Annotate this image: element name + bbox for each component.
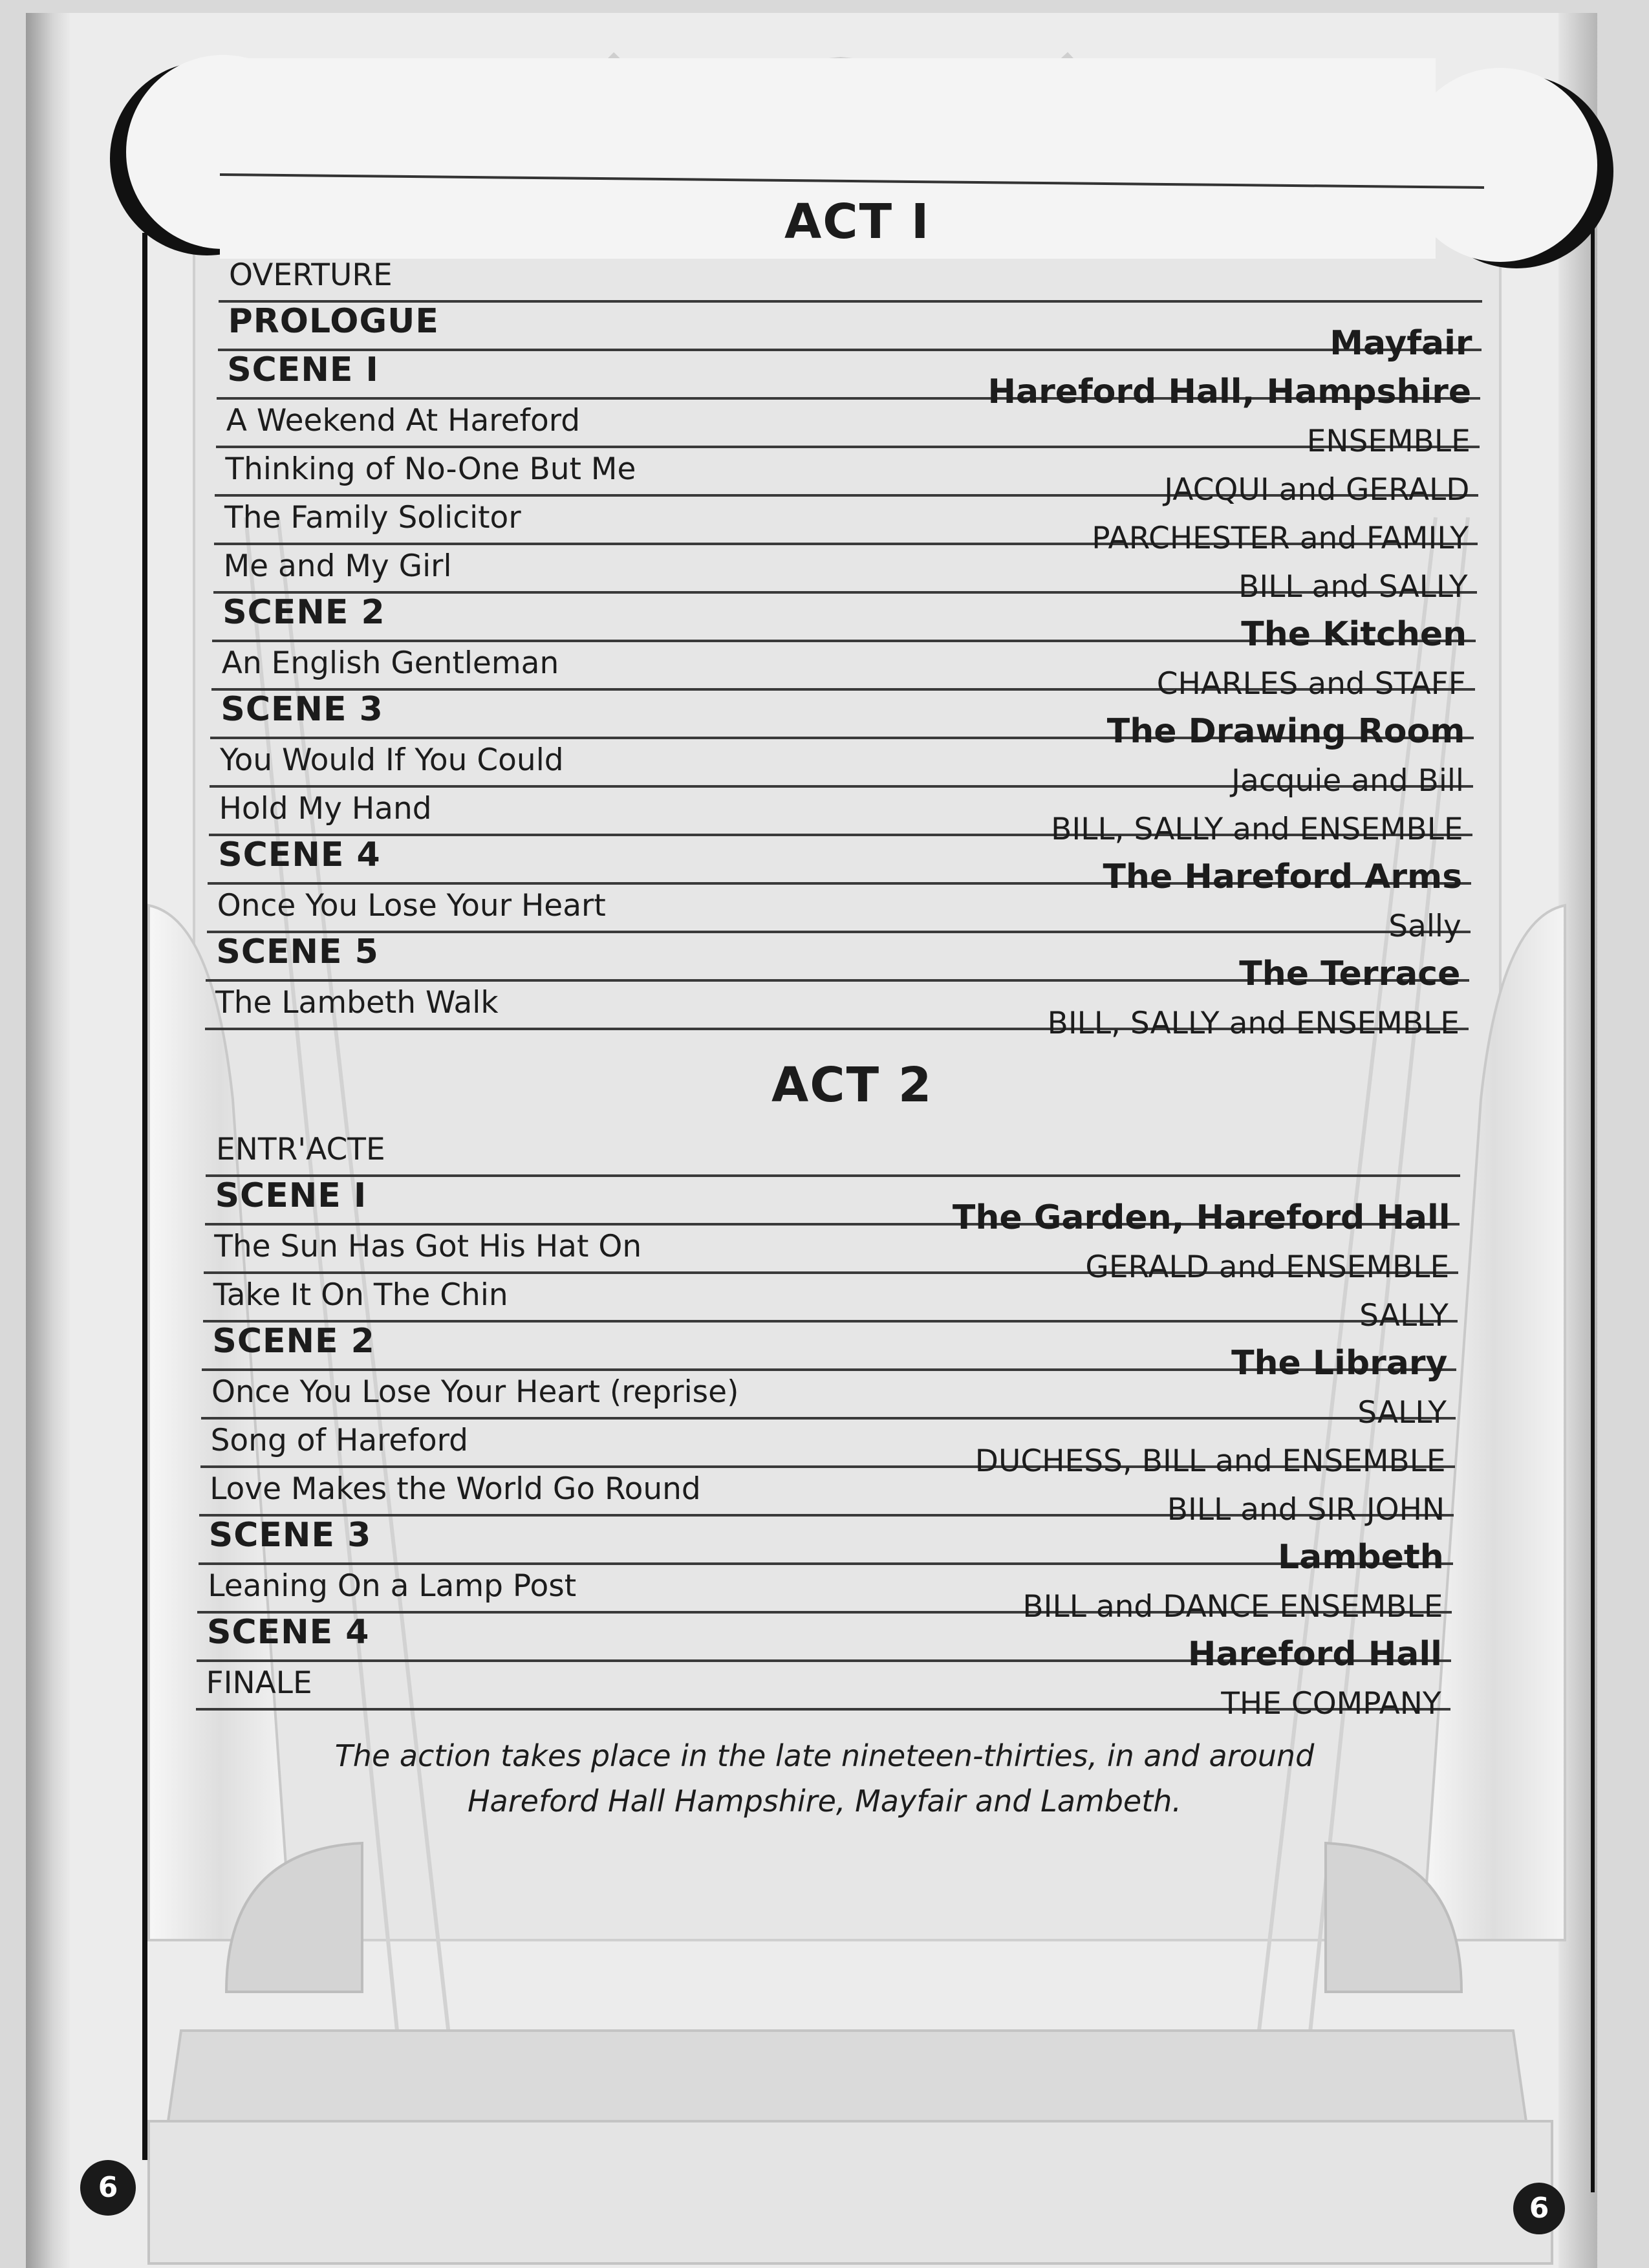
performers: BILL and DANCE ENSEMBLE bbox=[1022, 1589, 1443, 1625]
border-line-left bbox=[142, 233, 147, 2160]
song-row bbox=[206, 1127, 1460, 1177]
scene-location: The Library bbox=[1231, 1344, 1448, 1383]
song-title: OVERTURE bbox=[229, 257, 393, 293]
scene-label: PROLOGUE bbox=[228, 302, 439, 341]
scene-row bbox=[202, 1321, 1456, 1383]
performers: Sally bbox=[1388, 909, 1461, 944]
song-row bbox=[214, 495, 1478, 556]
song-title: The Sun Has Got His Hat On bbox=[214, 1229, 642, 1264]
scene-row bbox=[212, 592, 1476, 654]
scene-location: Hareford Hall, Hampshire bbox=[987, 373, 1472, 411]
song-row bbox=[203, 1272, 1458, 1334]
footnote-line-2: Hareford Hall Hampshire, Mayfair and Lambeth. bbox=[467, 1784, 1182, 1819]
song-title: Thinking of No-One But Me bbox=[225, 451, 636, 487]
song-row bbox=[207, 883, 1471, 944]
scene-label: SCENE 2 bbox=[212, 1322, 375, 1361]
scene-label: SCENE 4 bbox=[207, 1613, 370, 1652]
song-title: ENTR'ACTE bbox=[216, 1132, 385, 1167]
performers: Jacquie and Bill bbox=[1231, 763, 1464, 799]
scene-label: SCENE 4 bbox=[218, 836, 381, 874]
song-title: Once You Lose Your Heart (reprise) bbox=[211, 1374, 739, 1410]
song-title: An English Gentleman bbox=[221, 645, 559, 681]
scene-row bbox=[210, 689, 1474, 751]
song-row bbox=[215, 446, 1478, 508]
scene-row bbox=[197, 1612, 1451, 1674]
song-title: FINALE bbox=[206, 1665, 312, 1701]
performers: GERALD and ENSEMBLE bbox=[1085, 1249, 1450, 1285]
scene-label: SCENE 2 bbox=[222, 593, 385, 632]
performers: ENSEMBLE bbox=[1306, 424, 1471, 459]
song-title: Take It On The Chin bbox=[213, 1277, 508, 1313]
scene-location: The Garden, Hareford Hall bbox=[952, 1198, 1450, 1237]
scene-location: Mayfair bbox=[1330, 324, 1472, 363]
song-row bbox=[196, 1660, 1450, 1722]
song-title: The Family Solicitor bbox=[224, 500, 521, 535]
performers: BILL and SIR JOHN bbox=[1167, 1492, 1445, 1528]
song-row bbox=[204, 1224, 1458, 1285]
song-title: Me and My Girl bbox=[223, 548, 452, 584]
song-row bbox=[209, 786, 1472, 847]
setting-footnote bbox=[0, 1733, 1649, 1824]
song-row bbox=[210, 737, 1473, 799]
song-row bbox=[205, 980, 1469, 1041]
performers: THE COMPANY bbox=[1221, 1686, 1441, 1722]
performers: SALLY bbox=[1357, 1395, 1447, 1431]
scene-label: SCENE 3 bbox=[221, 690, 383, 729]
song-row bbox=[201, 1369, 1456, 1431]
song-row bbox=[197, 1563, 1452, 1625]
scene-row bbox=[206, 931, 1469, 993]
performers: BILL and SALLY bbox=[1238, 569, 1468, 605]
performers: SALLY bbox=[1359, 1298, 1449, 1334]
song-title: Once You Lose Your Heart bbox=[217, 888, 606, 923]
page-number-left: 6 bbox=[80, 2160, 136, 2216]
song-row bbox=[216, 398, 1480, 459]
performers: JACQUI and GERALD bbox=[1164, 472, 1470, 508]
song-row bbox=[219, 252, 1482, 303]
scene-location: The Kitchen bbox=[1241, 615, 1467, 654]
song-title: Song of Hareford bbox=[210, 1423, 468, 1458]
performers: BILL, SALLY and ENSEMBLE bbox=[1047, 1006, 1460, 1041]
performers: PARCHESTER and FAMILY bbox=[1092, 521, 1469, 556]
song-row bbox=[213, 543, 1477, 605]
song-row bbox=[200, 1418, 1455, 1479]
scene-location: Lambeth bbox=[1278, 1538, 1444, 1577]
scene-location: The Drawing Room bbox=[1106, 712, 1465, 751]
scene-label: SCENE I bbox=[215, 1176, 367, 1215]
song-title: Leaning On a Lamp Post bbox=[208, 1568, 577, 1604]
act-2-title: ACT 2 bbox=[771, 1057, 933, 1113]
page-number-right: 6 bbox=[1513, 2183, 1565, 2234]
scene-row bbox=[199, 1515, 1453, 1577]
song-title: Hold My Hand bbox=[219, 791, 432, 826]
act-1-title: ACT I bbox=[784, 194, 931, 250]
song-title: You Would If You Could bbox=[220, 742, 564, 778]
song-row bbox=[211, 640, 1475, 702]
scene-location: The Hareford Arms bbox=[1103, 858, 1463, 896]
scene-row bbox=[205, 1175, 1460, 1237]
scene-label: SCENE 3 bbox=[208, 1516, 372, 1555]
footnote-line-1: The action takes place in the late nineteen-thirties, in and around bbox=[334, 1738, 1315, 1773]
scene-row bbox=[217, 349, 1480, 411]
performers: CHARLES and STAFF bbox=[1156, 666, 1466, 702]
scene-location: The Terrace bbox=[1239, 955, 1461, 993]
border-line-right bbox=[1591, 213, 1595, 2192]
scene-label: SCENE 5 bbox=[216, 933, 379, 971]
song-title: A Weekend At Hareford bbox=[226, 403, 581, 438]
performers: DUCHESS, BILL and ENSEMBLE bbox=[975, 1443, 1446, 1479]
song-title: Love Makes the World Go Round bbox=[210, 1471, 701, 1507]
song-title: The Lambeth Walk bbox=[215, 985, 499, 1021]
scene-row bbox=[208, 834, 1471, 896]
scene-label: SCENE I bbox=[227, 351, 379, 389]
song-row bbox=[199, 1466, 1454, 1528]
performers: BILL, SALLY and ENSEMBLE bbox=[1051, 812, 1463, 847]
scene-row bbox=[218, 301, 1482, 363]
scene-location: Hareford Hall bbox=[1187, 1635, 1442, 1674]
